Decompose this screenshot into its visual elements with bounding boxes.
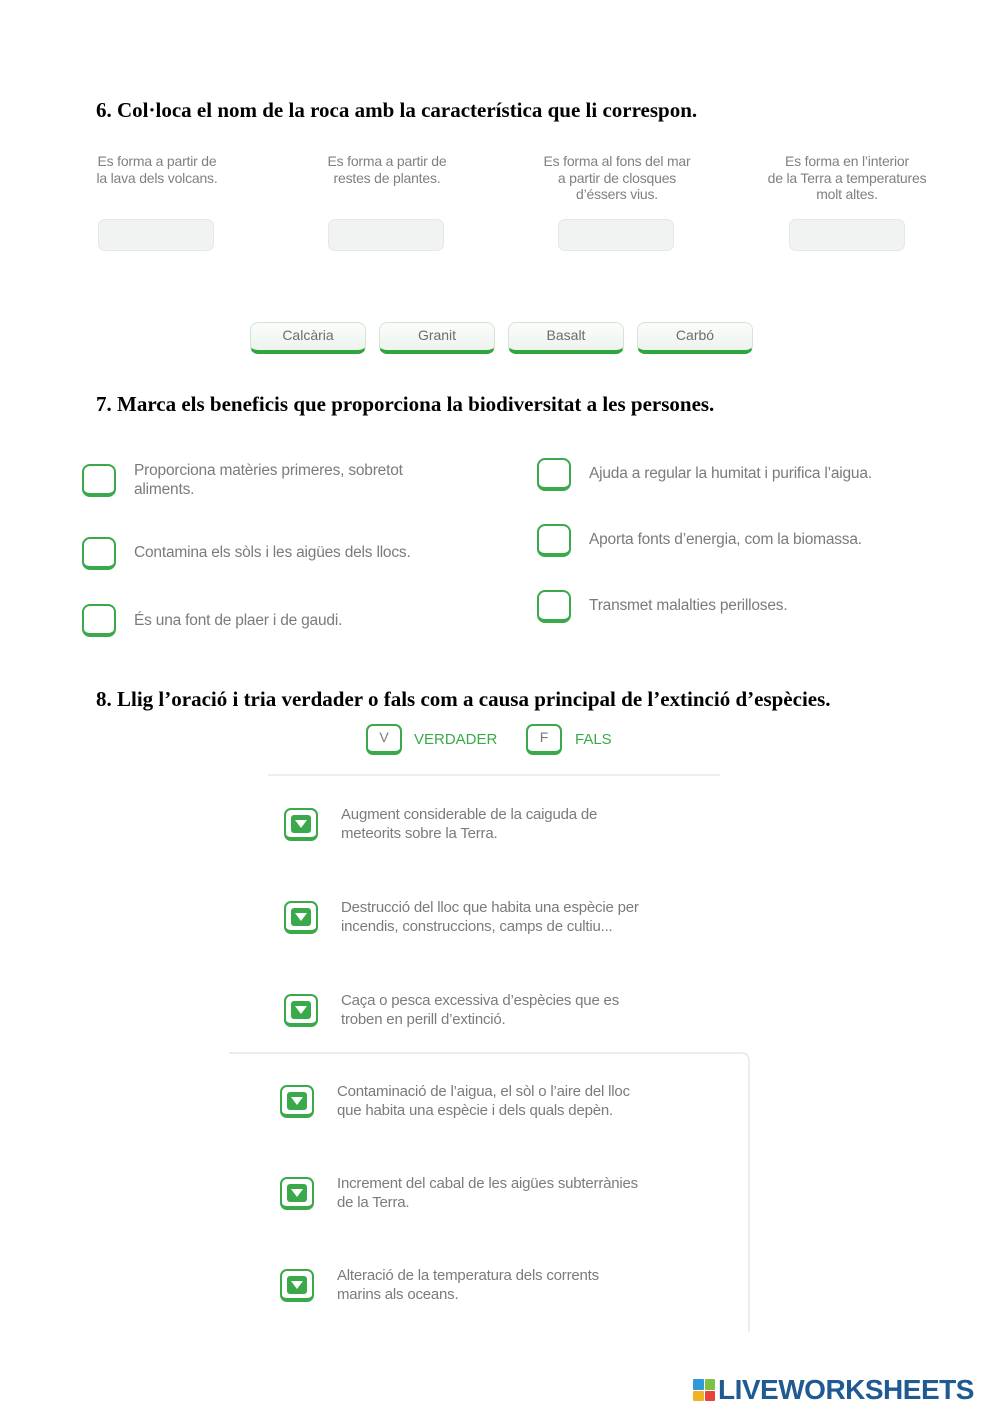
legend-false-label: FALS — [575, 731, 612, 748]
statement-2: Destrucció del lloc que habita una espècie per incendis, construccions, camps de cultiu... — [341, 899, 639, 935]
rock-description-1: Es forma a partir de la lava dels volcans. — [96, 153, 218, 186]
word-tile-calcaria[interactable]: Calcària — [250, 322, 366, 354]
question-7-title: 7. Marca els beneficis que proporciona la biodiversitat a les persones. — [96, 392, 715, 416]
question-8-title: 8. Llig l’oració i tria verdader o fals com a causa principal de l’extinció d’espècies. — [96, 687, 831, 711]
dropdown-arrow-icon — [287, 1092, 307, 1110]
word-tile-carbo[interactable]: Carbó — [637, 322, 753, 354]
statement-5: Increment del cabal de les aigües subterrànies de la Terra. — [337, 1175, 638, 1211]
dropdown-arrow-icon — [287, 1276, 307, 1294]
word-tile-basalt[interactable]: Basalt — [508, 322, 624, 354]
benefit-right-2: Aporta fonts d’energia, com la biomassa. — [589, 531, 862, 548]
true-false-select-2[interactable] — [284, 901, 318, 934]
true-false-select-6[interactable] — [280, 1269, 314, 1302]
dropdown-arrow-icon — [287, 1184, 307, 1202]
drop-zone-1[interactable] — [98, 219, 214, 251]
benefit-left-2: Contamina els sòls i les aigües dels llocs. — [134, 544, 411, 561]
dropdown-arrow-icon — [291, 815, 311, 833]
benefit-right-1: Ajuda a regular la humitat i purifica l’aigua. — [589, 465, 872, 482]
liveworksheets-logo — [693, 1373, 974, 1407]
drop-zone-4[interactable] — [789, 219, 905, 251]
statement-1: Augment considerable de la caiguda de meteorits sobre la Terra. — [341, 806, 598, 842]
dropdown-arrow-icon — [291, 908, 311, 926]
checkbox-left-1[interactable] — [82, 464, 116, 497]
true-false-select-4[interactable] — [280, 1085, 314, 1118]
rock-description-4: Es forma en l’interior de la Terra a temperatures molt altes. — [767, 153, 927, 202]
benefit-left-3: És una font de plaer i de gaudi. — [134, 612, 343, 629]
legend-false-box: F — [526, 724, 562, 755]
statement-4: Contaminació de l’aigua, el sòl o l’aire del lloc que habita una espècie i dels quals depèn. — [337, 1083, 630, 1119]
benefit-right-3: Transmet malalties perilloses. — [589, 597, 788, 614]
checkbox-right-2[interactable] — [537, 524, 571, 557]
statement-6: Alteració de la temperatura dels corrents marins als oceans. — [337, 1267, 599, 1303]
checkbox-right-3[interactable] — [537, 590, 571, 623]
word-tile-granit[interactable]: Granit — [379, 322, 495, 354]
legend-true-label: VERDADER — [414, 731, 498, 748]
liveworksheets-logo-icon — [693, 1379, 715, 1401]
checkbox-left-2[interactable] — [82, 537, 116, 570]
checkbox-right-1[interactable] — [537, 458, 571, 491]
logo-text: LIVEWORKSHEETS — [718, 1374, 974, 1405]
benefit-left-1: Proporciona matèries primeres, sobretot aliments. — [134, 462, 403, 498]
question-6-title: 6. Col·loca el nom de la roca amb la característica que li correspon. — [96, 98, 698, 122]
drop-zone-2[interactable] — [328, 219, 444, 251]
rock-description-2: Es forma a partir de restes de plantes. — [327, 153, 447, 186]
dropdown-arrow-icon — [291, 1001, 311, 1019]
checkbox-left-3[interactable] — [82, 604, 116, 637]
legend-true-box: V — [366, 724, 402, 755]
drop-zone-3[interactable] — [558, 219, 674, 251]
rock-description-3: Es forma al fons del mar a partir de closques d’éssers vius. — [543, 153, 691, 202]
true-false-select-3[interactable] — [284, 994, 318, 1027]
true-false-select-5[interactable] — [280, 1177, 314, 1210]
legend-divider — [268, 774, 720, 776]
true-false-select-1[interactable] — [284, 808, 318, 841]
statement-3: Caça o pesca excessiva d’espècies que es troben en perill d’extinció. — [341, 992, 619, 1028]
